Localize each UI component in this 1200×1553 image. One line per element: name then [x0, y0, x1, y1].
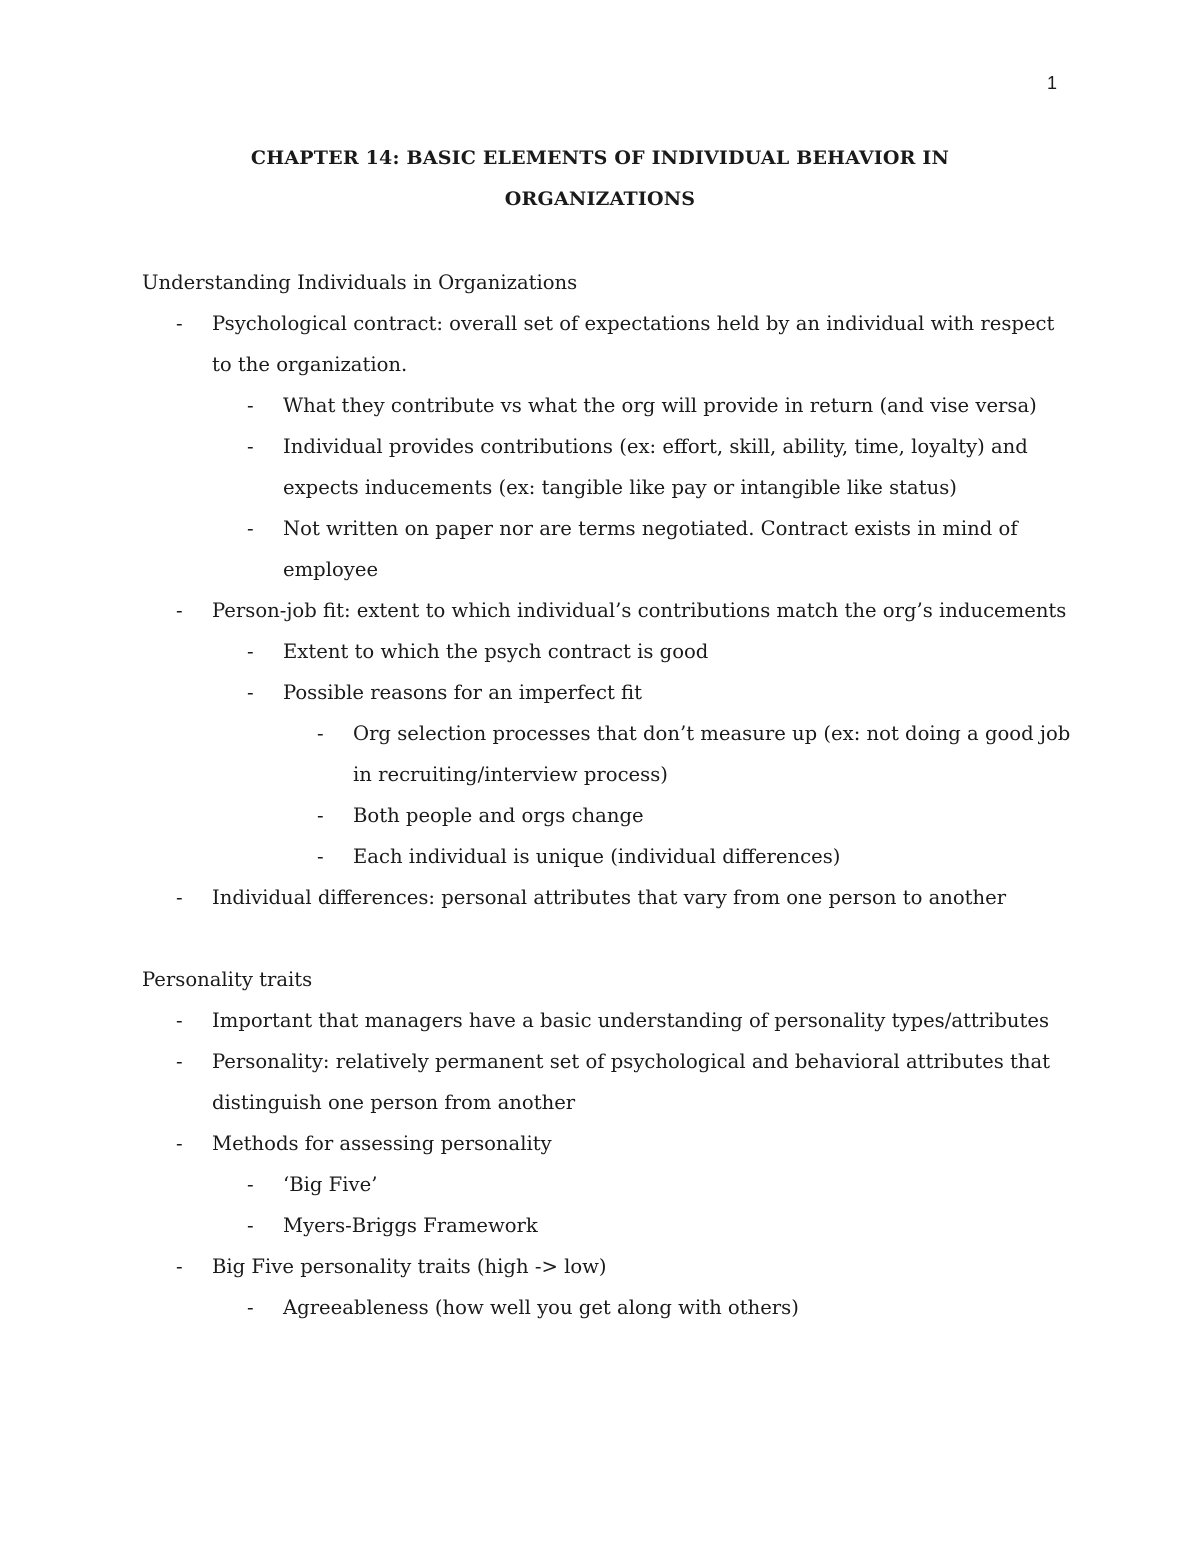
list-item: [142, 672, 1072, 713]
list-item-text: Both people and orgs change: [353, 804, 644, 827]
bullet-dash: -: [176, 599, 183, 622]
list-item-text: Possible reasons for an imperfect fit: [283, 681, 642, 704]
document-body: [142, 262, 1072, 1328]
section-heading: Personality traits: [142, 968, 313, 991]
list-item-text: Not written on paper nor are terms negotiated. Contract exists in mind of employee: [283, 517, 1018, 581]
bullet-dash: -: [247, 1173, 254, 1196]
list-item-text: Agreeableness (how well you get along with others): [283, 1296, 799, 1319]
list-item-text: Extent to which the psych contract is good: [283, 640, 709, 663]
list-item: [142, 1164, 1072, 1205]
list-item-text: What they contribute vs what the org will provide in return (and vise versa): [283, 394, 1037, 417]
list-item-text: Methods for assessing personality: [212, 1132, 552, 1155]
bullet-dash: -: [176, 1009, 183, 1032]
list-item: [142, 795, 1072, 836]
bullet-dash: -: [317, 845, 324, 868]
list-item: [142, 713, 1072, 795]
list-item-text: Big Five personality traits (high -> low): [212, 1255, 607, 1278]
bullet-list: [142, 1000, 1072, 1328]
list-item: [142, 303, 1072, 385]
bullet-dash: -: [176, 1132, 183, 1155]
list-item-text: Individual differences: personal attributes that vary from one person to another: [212, 886, 1007, 909]
bullet-dash: -: [176, 312, 183, 335]
section-heading: Understanding Individuals in Organizations: [142, 271, 578, 294]
list-item: [142, 426, 1072, 508]
list-item: [142, 1041, 1072, 1123]
list-item-text: Myers-Briggs Framework: [283, 1214, 538, 1237]
chapter-title: [0, 138, 1200, 220]
list-item-text: Each individual is unique (individual differences): [353, 845, 841, 868]
list-item-text: Person-job fit: extent to which individual’s contributions match the org’s inducements: [212, 599, 1067, 622]
list-item-text: Org selection processes that don’t measure up (ex: not doing a good job in recruiting/interview process): [353, 722, 1071, 786]
bullet-dash: -: [247, 394, 254, 417]
bullet-list: [142, 303, 1072, 918]
bullet-dash: -: [247, 1214, 254, 1237]
list-item: [142, 1246, 1072, 1287]
bullet-dash: -: [176, 1255, 183, 1278]
list-item: [142, 508, 1072, 590]
list-item-text: Personality: relatively permanent set of psychological and behavioral attributes that distinguish one person from another: [212, 1050, 1051, 1114]
list-item: [142, 1205, 1072, 1246]
list-item-text: Psychological contract: overall set of expectations held by an individual with respect to the organization.: [212, 312, 1055, 376]
bullet-dash: -: [247, 1296, 254, 1319]
section-spacer: [142, 918, 1072, 959]
bullet-dash: -: [317, 804, 324, 827]
list-item: [142, 631, 1072, 672]
chapter-title-line-1: CHAPTER 14: BASIC ELEMENTS OF INDIVIDUAL BEHAVIOR IN: [250, 147, 950, 169]
section-understanding-individuals: [142, 262, 1072, 918]
list-item: [142, 385, 1072, 426]
list-item: [142, 590, 1072, 631]
bullet-dash: -: [247, 435, 254, 458]
list-item: [142, 836, 1072, 877]
list-item-text: Important that managers have a basic understanding of personality types/attributes: [212, 1009, 1050, 1032]
list-item: [142, 1287, 1072, 1328]
bullet-dash: -: [317, 722, 324, 745]
page-number: 1: [1046, 73, 1057, 93]
bullet-dash: -: [176, 886, 183, 909]
chapter-title-line-2: ORGANIZATIONS: [504, 188, 696, 210]
list-item: [142, 1123, 1072, 1164]
bullet-dash: -: [247, 640, 254, 663]
bullet-dash: -: [247, 681, 254, 704]
bullet-dash: -: [247, 517, 254, 540]
list-item-text: Individual provides contributions (ex: effort, skill, ability, time, loyalty) and expects inducements (ex: tangible like pay or intangible like status): [283, 435, 1028, 499]
list-item: [142, 877, 1072, 918]
section-personality-traits: [142, 959, 1072, 1328]
list-item-text: ‘Big Five’: [283, 1173, 378, 1196]
list-item: [142, 1000, 1072, 1041]
bullet-dash: -: [176, 1050, 183, 1073]
